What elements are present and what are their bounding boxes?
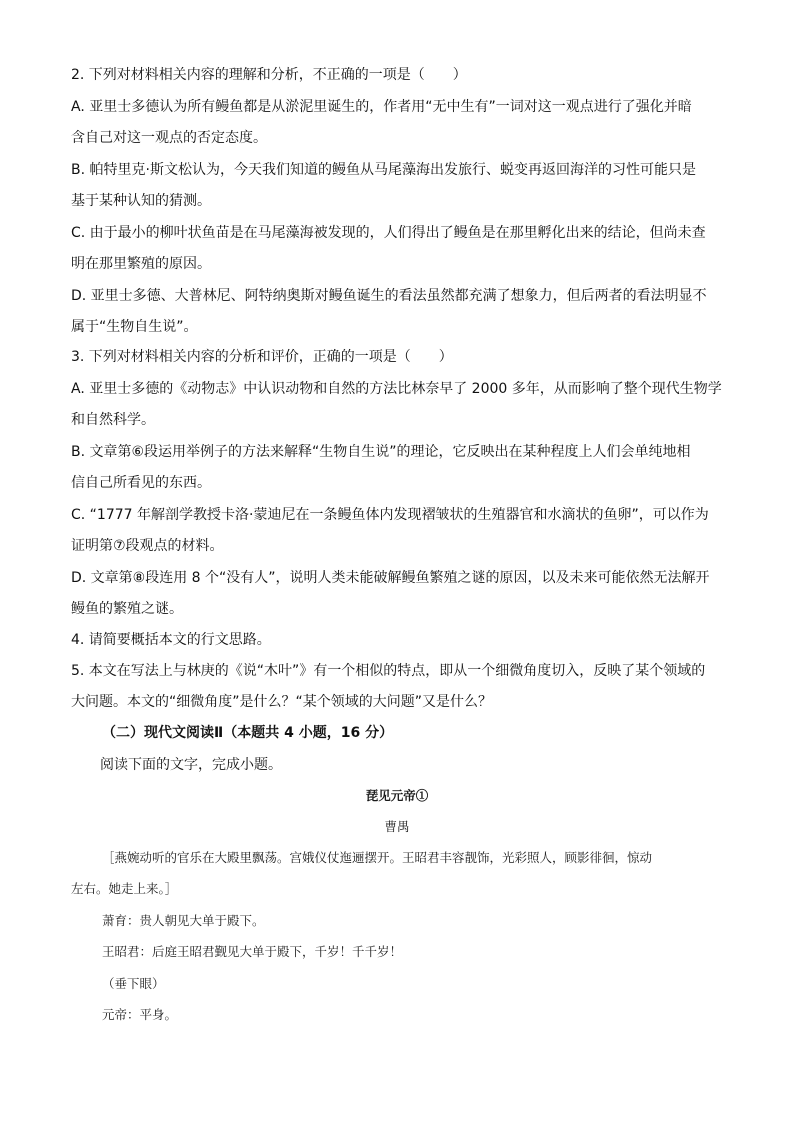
stage-direction-cont: 左右。她走上来。］ xyxy=(71,881,178,896)
passage-author: 曹禺 xyxy=(384,819,410,834)
question-2-option-d: D. 亚里士多德、大普林尼、阿特纳奥斯对鳗鱼诞生的看法虽然都充满了想象力，但后两者的看法明显不 xyxy=(71,288,707,304)
question-2-option-d-cont: 属于“生物自生说”。 xyxy=(71,319,198,335)
question-3-stem: 3. 下列对材料相关内容的分析和评价，正确的一项是（ ） xyxy=(71,349,453,365)
question-3-option-c-cont: 证明第⑦段观点的材料。 xyxy=(71,538,224,554)
question-2-option-c: C. 由于最小的柳叶状鱼苗是在马尾藻海被发现的，人们得出了鳗鱼是在那里孵化出来的结论，但尚未查 xyxy=(71,225,706,241)
stage-note: （垂下眼） xyxy=(102,976,165,991)
question-2-option-a-cont: 含自己对这一观点的否定态度。 xyxy=(71,130,267,146)
dialogue-line: 萧育：贵人朝见大单于殿下。 xyxy=(102,913,265,928)
question-3-option-d-cont: 鳗鱼的繁殖之谜。 xyxy=(71,601,183,617)
passage-title: 琵见元帝① xyxy=(365,788,429,803)
question-4-stem: 4. 请简要概括本文的行文思路。 xyxy=(71,632,271,648)
dialogue-line: 王昭君：后庭王昭君觐见大单于殿下，千岁！千千岁！ xyxy=(102,944,403,959)
question-3-option-d: D. 文章第⑧段连用 8 个“没有人”，说明人类未能破解鳗鱼繁殖之谜的原因，以及未来可能依然无法解开 xyxy=(71,570,710,586)
stage-direction: ［燕婉动听的官乐在大殿里飘荡。宫娥仪仗迤逦摆开。王昭君丰容靓饰，光彩照人，顾影徘徊，惊动 xyxy=(102,850,653,865)
dialogue-line: 元帝：平身。 xyxy=(102,1007,178,1022)
question-2-stem: 2. 下列对材料相关内容的理解和分析，不正确的一项是（ ） xyxy=(71,67,467,83)
question-3-option-a: A. 亚里士多德的《动物志》中认识动物和自然的方法比林奈早了 2000 多年，从而影响了整个现代生物学 xyxy=(71,381,722,397)
section-instruction: 阅读下面的文字，完成小题。 xyxy=(100,757,282,773)
question-2-option-b: B. 帕特里克·斯文松认为，今天我们知道的鳗鱼从马尾藻海出发旅行、蜕变再返回海洋的习性可能只是 xyxy=(71,162,696,178)
question-2-option-b-cont: 基于某种认知的猜测。 xyxy=(71,193,211,209)
section-heading: （二）现代文阅读Ⅱ（本题共 4 小题，16 分） xyxy=(102,725,394,741)
question-3-option-b: B. 文章第⑥段运用举例子的方法来解释“生物自生说”的理论，它反映出在某种程度上人们会单纯地相 xyxy=(71,444,691,460)
question-3-option-b-cont: 信自己所看见的东西。 xyxy=(71,475,211,491)
question-5-stem: 5. 本文在写法上与林庚的《说“木叶”》有一个相似的特点，即从一个细微角度切入，反映了某个领域的 xyxy=(71,663,706,679)
question-3-option-a-cont: 和自然科学。 xyxy=(71,412,155,428)
question-3-option-c: C. “1777 年解剖学教授卡洛·蒙迪尼在一条鳗鱼体内发现褶皱状的生殖器官和水滴状的鱼卵”，可以作为 xyxy=(71,507,709,523)
question-5-stem-cont: 大问题。本文的“细微角度”是什么？“某个领域的大问题”又是什么？ xyxy=(71,694,493,710)
question-2-option-a: A. 亚里士多德认为所有鳗鱼都是从淤泥里诞生的，作者用“无中生有”一词对这一观点进行了强化并暗 xyxy=(71,99,692,115)
question-2-option-c-cont: 明在那里繁殖的原因。 xyxy=(71,256,211,272)
